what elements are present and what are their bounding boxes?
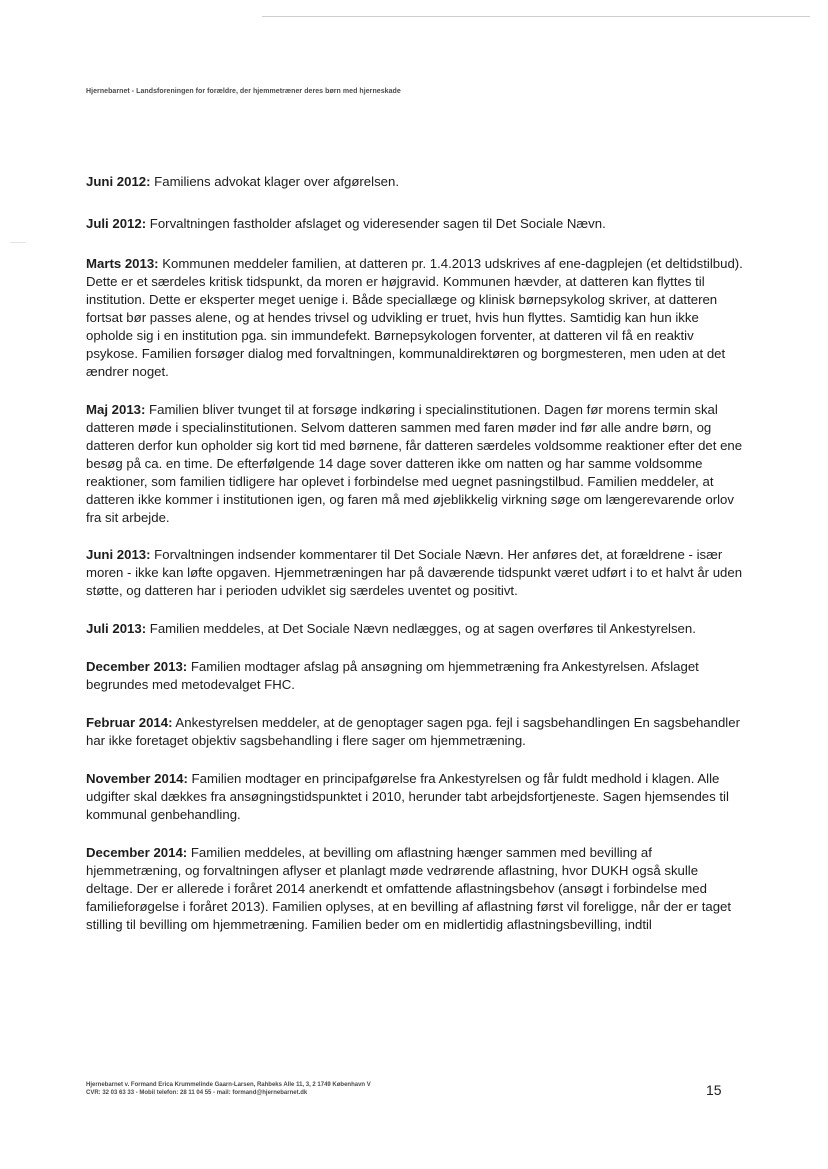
footer-contact: CVR: 32 03 63 33 - Mobil telefon: 28 11 04 55 - mail: formand@hjernebarnet.dk [86, 1090, 308, 1096]
entry-date: Juni 2013: [86, 547, 151, 562]
page-number: 15 [706, 1082, 722, 1098]
entry-date: Juli 2012: [86, 216, 147, 231]
entry-text: Familiens advokat klager over afgørelsen. [150, 174, 399, 189]
entry-date: November 2014: [86, 771, 188, 786]
timeline-entry [86, 714, 746, 750]
entry-date: Maj 2013: [86, 402, 146, 417]
timeline-entry [86, 658, 746, 694]
entry-date: Juli 2013: [86, 621, 147, 636]
entry-text: Familien meddeles, at bevilling om aflastning hænger sammen med bevilling af hjemmetræning, og forvaltningen aflyser et planlagt møde vedrørende aflastning, hvor DUKH også skulle deltage. Der er allerede i foråret 2014 anerkendt et omfattende aflastningsbehov (ansøgt i forbindelse med familieforøgelse i foråret 2013). Familien oplyses, at en bevilling af aflastning først vil foreligge, når der er taget stilling til bevilling om hjemmetræning. Familien beder om en midlertidig aflastningsbevilling, indtil [86, 845, 732, 932]
margin-mark [10, 242, 26, 243]
timeline-entry [86, 173, 746, 191]
timeline-entry [86, 770, 746, 824]
entry-date: December 2013: [86, 659, 188, 674]
entry-text: Familien bliver tvunget til at forsøge indkøring i specialinstitutionen. Dagen før morens termin skal datteren møde i specialinstitutionen. Selvom datteren sammen med faren møder ind før alle andre børn, og datteren derfor kun opholder sig kort tid med børnene, får datteren særdeles voldsomme reaktioner efter det ene besøg på ca. en time. De efterfølgende 14 dage sover datteren ikke om natten og har samme voldsomme reaktioner, som familien tidligere har oplevet i forbindelse med uegnet pasningstilbud. Familien meddeler, at datteren ikke kommer i institutionen igen, og faren må med øjeblikkelig virkning søge om længerevarende orlov fra sit arbejde. [86, 402, 743, 525]
entry-text: Forvaltningen fastholder afslaget og videresender sagen til Det Sociale Nævn. [146, 216, 606, 231]
entry-date: Juni 2012: [86, 174, 151, 189]
document-body [86, 173, 746, 934]
timeline-entry [86, 620, 746, 638]
timeline-entry [86, 215, 746, 233]
entry-date: Februar 2014: [86, 715, 173, 730]
top-rule [262, 16, 810, 17]
entry-text: Familien modtager en principafgørelse fra Ankestyrelsen og får fuldt medhold i klagen. Alle udgifter skal dækkes fra ansøgningstidspunktet i 2010, herunder tabt arbejdsfortjeneste. Sagen hjemsendes til kommunal genbehandling. [86, 771, 729, 822]
page-header: Hjernebarnet - Landsforeningen for forældre, der hjemmetræner deres børn med hjerneskade [86, 88, 401, 95]
entry-text: Kommunen meddeler familien, at datteren pr. 1.4.2013 udskrives af ene-dagplejen (et deltidstilbud). Dette er et særdeles kritisk tidspunkt, da moren er højgravid. Kommunen hævder, at datteren kan flyttes til institution. Dette er eksperter meget uenige i. Både speciallæge og klinisk børnepsykolog skriver, at datteren fortsat bør passes alene, og at hendes trivsel og udvikling er truet, hvis hun flyttes. Samtidig kan hun ikke opholde sig i en institution pga. sin immundefekt. Børnepsykologen forventer, at datteren vil få en reaktiv psykose. Familien forsøger dialog med forvaltningen, kommunaldirektøren og borgmesteren, men uden at det ændrer noget. [86, 256, 743, 379]
timeline-entry [86, 844, 746, 934]
entry-date: Marts 2013: [86, 256, 159, 271]
timeline-entry [86, 401, 746, 527]
entry-text: Ankestyrelsen meddeler, at de genoptager sagen pga. fejl i sagsbehandlingen En sagsbehandler har ikke foretaget objektiv sagsbehandling i flere sager om hjemmetræning. [86, 715, 740, 748]
timeline-entry [86, 255, 746, 381]
footer-address: Hjernebarnet v. Formand Erica Krummelinde Gaarn-Larsen, Rahbeks Alle 11, 3, 2 1749 København V [86, 1082, 371, 1088]
entry-text: Forvaltningen indsender kommentarer til Det Sociale Nævn. Her anføres det, at forældrene - især moren - ikke kan løfte opgaven. Hjemmetræningen har på daværende tidspunkt været udført i to et halvt år uden støtte, og datteren har i perioden udviklet sig særdeles uventet og positivt. [86, 547, 743, 598]
timeline-entry [86, 546, 746, 600]
page-footer [86, 1081, 371, 1097]
entry-text: Familien meddeles, at Det Sociale Nævn nedlægges, og at sagen overføres til Ankestyrelsen. [146, 621, 696, 636]
entry-date: December 2014: [86, 845, 188, 860]
entry-text: Familien modtager afslag på ansøgning om hjemmetræning fra Ankestyrelsen. Afslaget begrundes med metodevalget FHC. [86, 659, 699, 692]
